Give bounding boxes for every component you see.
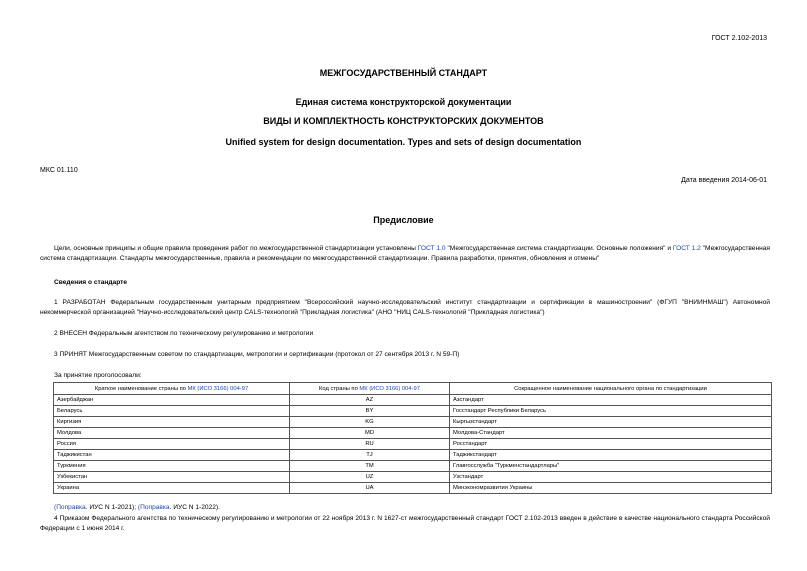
- amendment-2021-link[interactable]: (Поправка: [54, 504, 86, 511]
- item-submitted: 2 ВНЕСЕН Федеральным агентством по техническому регулированию и метрологии: [54, 330, 314, 337]
- intro-text-b: "Межгосударственная система стандартизации. Основные положения" и: [445, 245, 673, 252]
- standard-info-heading: Сведения о стандарте: [54, 279, 128, 286]
- column-header-organ: Сокращенное наименование национального органа по стандартизации: [450, 383, 772, 395]
- table-row: [54, 472, 772, 483]
- code-cell: UA: [290, 483, 450, 494]
- code-cell: MD: [290, 428, 450, 439]
- mk-iso-3166-link[interactable]: МК (ИСО 3166) 004-97: [359, 385, 420, 392]
- item-order: 4 Приказом Федерального агентства по техническому регулированию и метрологии от 22 ноября 2013 г. N 1627-ст межгосударственный стандарт ГОСТ 2.102-2013 введен в действие в качестве национального стандарта Российской Федерации с 1 июня 2014 г.: [40, 515, 770, 532]
- amendment-2022-link[interactable]: (Поправка: [137, 504, 170, 511]
- organ-cell: Госстандарт Республики Беларусь: [450, 406, 772, 417]
- gost-1-0-link[interactable]: ГОСТ 1.0: [417, 245, 446, 252]
- table-row: [54, 450, 772, 461]
- intro-date: Дата введения 2014-06-01: [681, 177, 767, 184]
- table-row: [54, 406, 772, 417]
- organ-cell: Узстандарт: [450, 472, 772, 483]
- table-row: [54, 428, 772, 439]
- column-header-code-text: Код страны по: [318, 385, 360, 392]
- code-cell: KG: [290, 417, 450, 428]
- organ-cell: Главгосслужба "Туркменстандартлары": [450, 461, 772, 472]
- table-row: [54, 417, 772, 428]
- preface-heading: Предисловие: [373, 215, 434, 225]
- organ-cell: Азстандарт: [450, 395, 772, 406]
- doc-number: ГОСТ 2.102-2013: [711, 35, 767, 42]
- country-cell: Таджикистан: [54, 450, 290, 461]
- organ-cell: Росстандарт: [450, 439, 772, 450]
- voted-for-label: За принятие проголосовали:: [54, 372, 142, 379]
- amendment-2022-text: . ИУС N 1-2022).: [169, 504, 220, 511]
- organ-cell: Минэкономразвития Украины: [450, 483, 772, 494]
- organ-cell: Молдова-Стандарт: [450, 428, 772, 439]
- system-title: Единая система конструкторской документации: [295, 97, 512, 107]
- table-row: [54, 461, 772, 472]
- code-cell: UZ: [290, 472, 450, 483]
- table-row: [54, 483, 772, 494]
- column-header-country-text: Краткое наименование страны по: [94, 385, 188, 392]
- intro-text-c: "Межгосударственная система стандартизации. Стандарты межгосударственные, правила и рекомендации по межгосударственной стандартизации. Правила разработки, принятия, обновления и отмены": [40, 245, 770, 262]
- country-cell: Молдова: [54, 428, 290, 439]
- organ-cell: Таджикстандарт: [450, 450, 772, 461]
- intro-text-a: Цели, основные принципы и общие правила проведения работ по межгосударственной стандартизации установлены: [54, 245, 418, 252]
- column-header-country: [54, 383, 290, 395]
- english-title: Unified system for design documentation. Types and sets of design documentation: [225, 137, 582, 147]
- item-adopted: 3 ПРИНЯТ Межгосударственным советом по стандартизации, метрологии и сертификации (протокол от 27 сентября 2013 г. N 59-П): [54, 351, 460, 358]
- code-cell: TJ: [290, 450, 450, 461]
- amendments-line: [40, 503, 770, 513]
- table-row: [54, 439, 772, 450]
- country-cell: Беларусь: [54, 406, 290, 417]
- table-row: [54, 395, 772, 406]
- country-cell: Украина: [54, 483, 290, 494]
- mk-iso-3166-link[interactable]: МК (ИСО 3166) 004-97: [187, 385, 249, 392]
- country-cell: Узбекистан: [54, 472, 290, 483]
- country-cell: Азербайджан: [54, 395, 290, 406]
- country-cell: Киргизия: [54, 417, 290, 428]
- table-header-row: [54, 383, 772, 395]
- standard-type-title: МЕЖГОСУДАРСТВЕННЫЙ СТАНДАРТ: [319, 68, 488, 78]
- voting-countries-table: [53, 382, 772, 494]
- organ-cell: Кыргызстандарт: [450, 417, 772, 428]
- item-developed: 1 РАЗРАБОТАН Федеральным государственным унитарным предприятием "Всероссийский научно-исследовательский институт стандартизации и сертификации в машиностроении" (ФГУП "ВНИИНМАШ") Автономной некоммерческой организацией "Научно-исследовательский центр CALS-технологий "Прикладная логистика" (АНО "НИЦ CALS-технологий "Прикладная логистика"): [40, 299, 770, 316]
- code-cell: RU: [290, 439, 450, 450]
- preface-intro-paragraph: [40, 244, 770, 264]
- column-header-code: [290, 383, 450, 395]
- country-cell: Россия: [54, 439, 290, 450]
- code-cell: TM: [290, 461, 450, 472]
- country-cell: Туркмения: [54, 461, 290, 472]
- mks-code: МКС 01.110: [40, 167, 78, 174]
- code-cell: AZ: [290, 395, 450, 406]
- standard-name-title: ВИДЫ И КОМПЛЕКТНОСТЬ КОНСТРУКТОРСКИХ ДОКУМЕНТОВ: [263, 116, 544, 126]
- gost-1-2-link[interactable]: ГОСТ 1.2: [672, 245, 701, 252]
- code-cell: BY: [290, 406, 450, 417]
- amendment-2021-text: . ИУС N 1-2021);: [85, 504, 138, 511]
